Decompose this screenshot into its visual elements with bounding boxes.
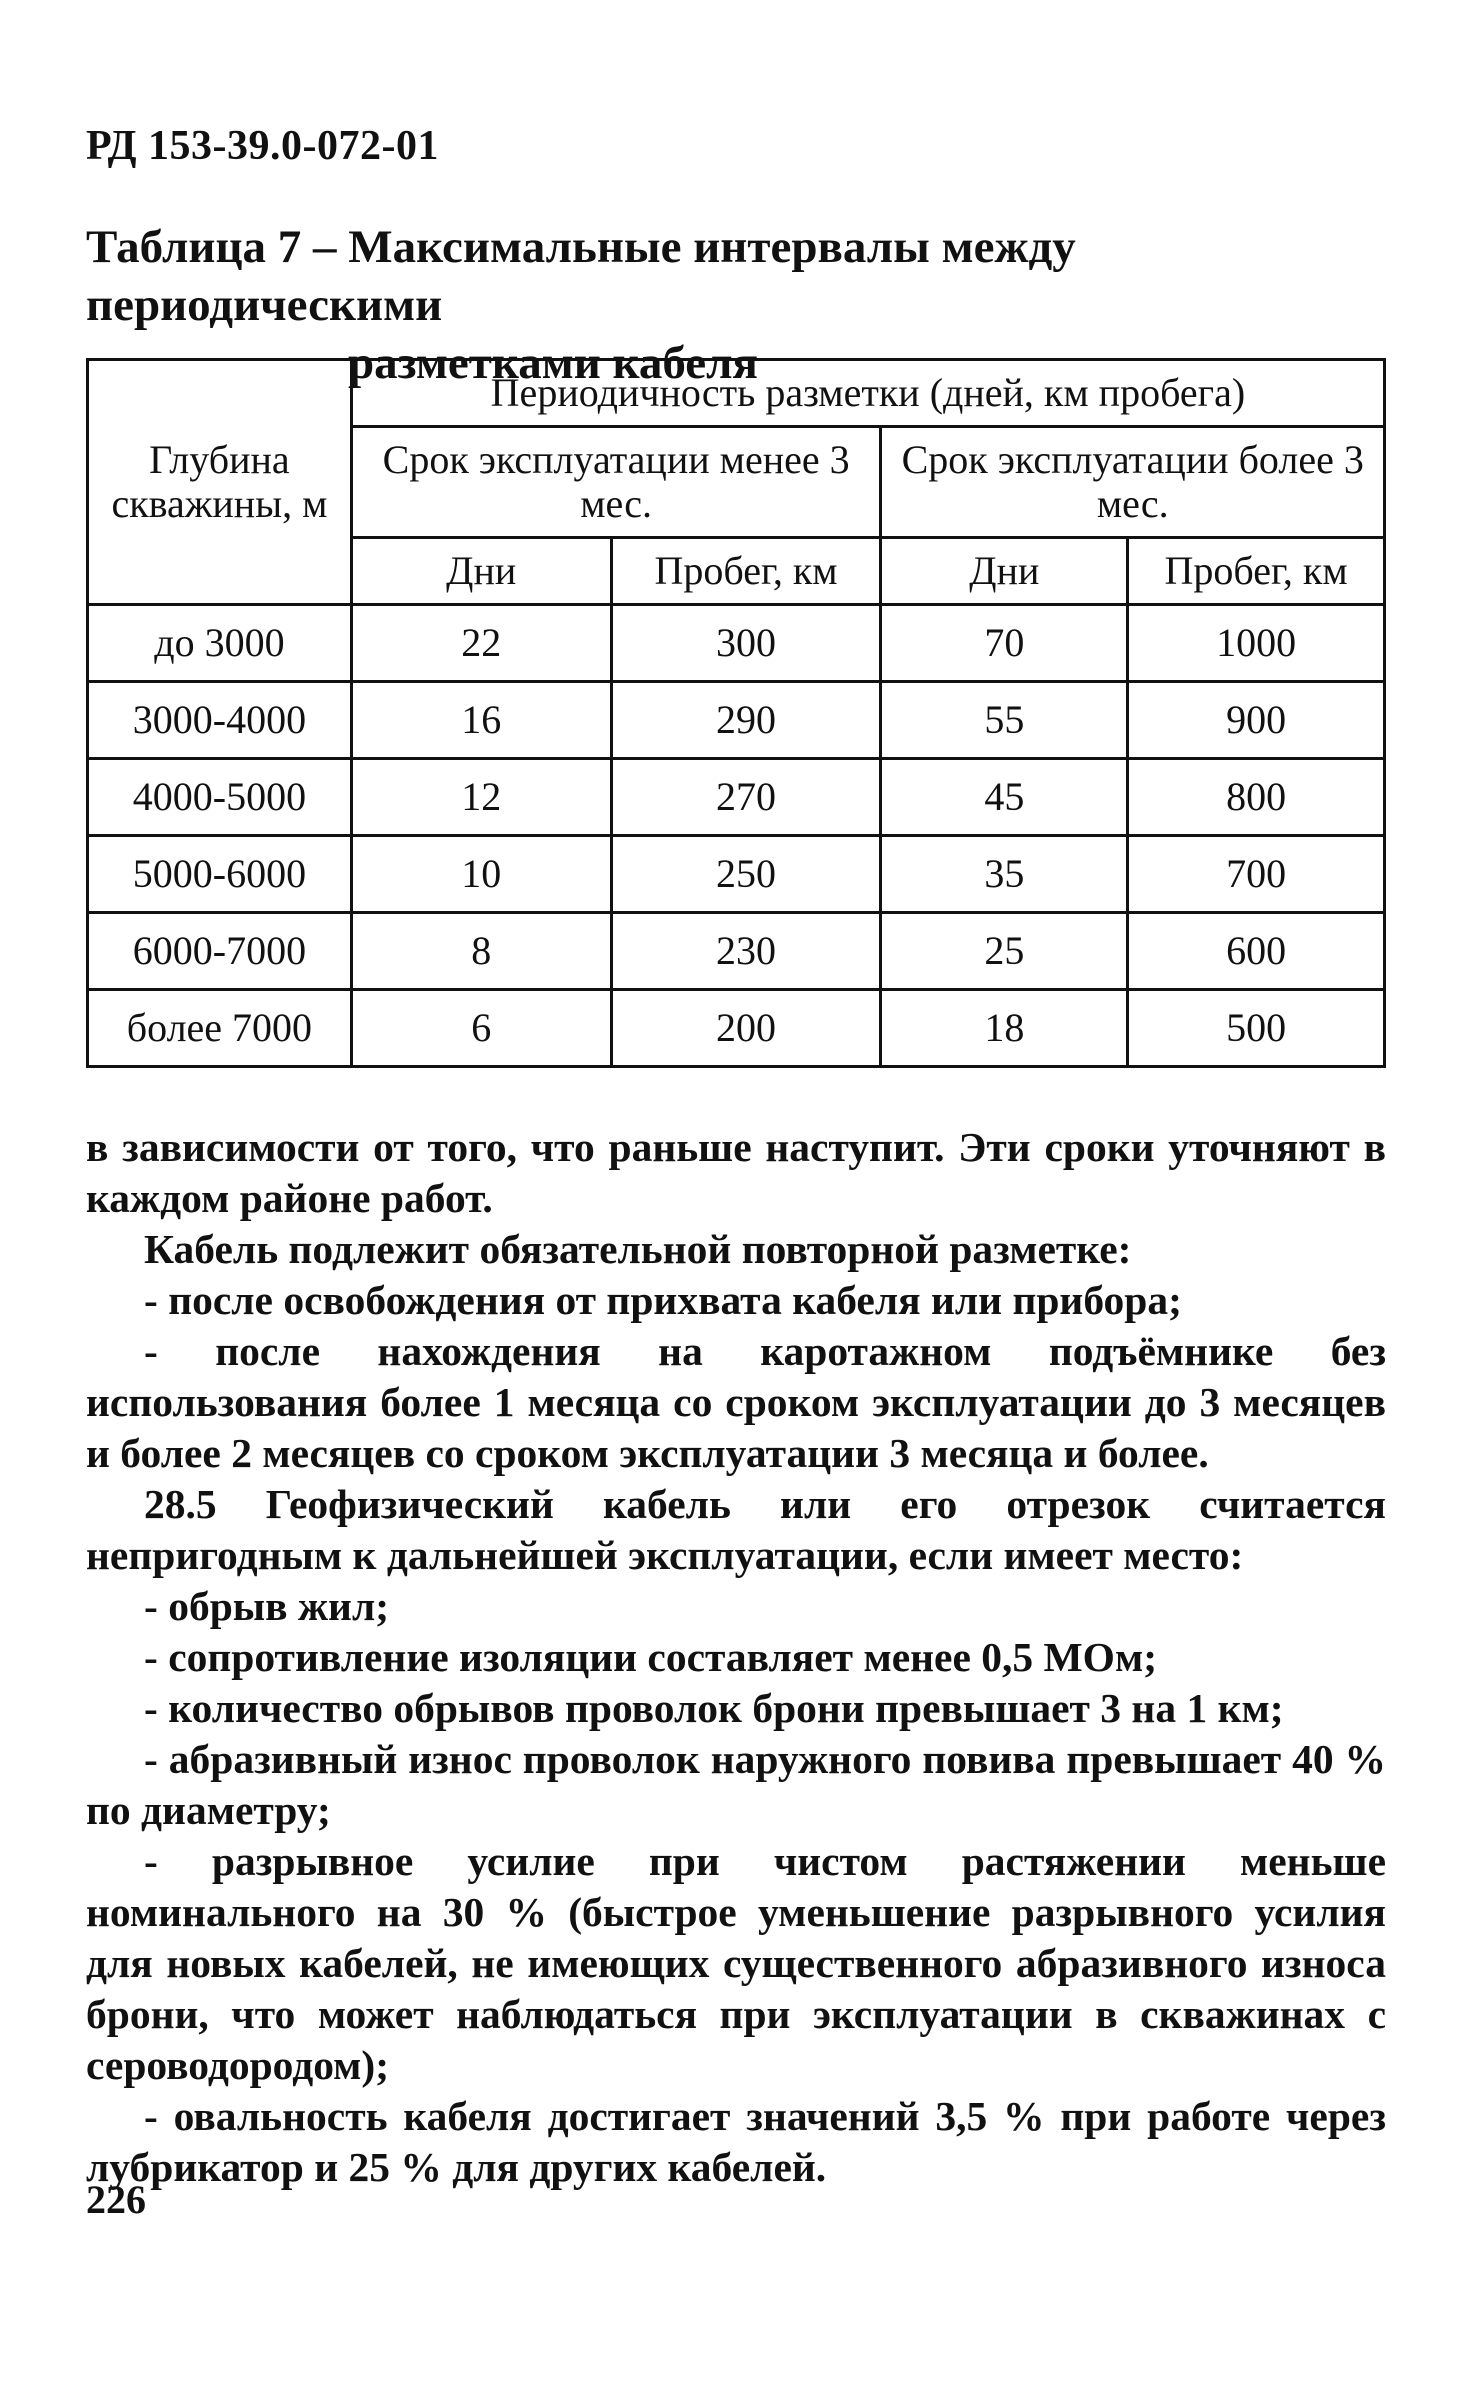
mileage-less-cell: 250	[611, 836, 881, 913]
mileage-less-cell: 230	[611, 913, 881, 990]
body-paragraph: - сопротивление изоляции составляет менее 0,5 МОм;	[144, 1634, 1158, 1680]
body-paragraph: в зависимости от того, что раньше наступит. Эти сроки уточняют в каждом районе работ.	[86, 1124, 1386, 1221]
days-more-cell: 45	[881, 759, 1128, 836]
mileage-more-cell: 600	[1128, 913, 1385, 990]
document-code: РД 153-39.0-072-01	[86, 123, 440, 169]
days-column-header: Дни	[881, 538, 1128, 605]
days-less-cell: 10	[351, 836, 611, 913]
table-row	[88, 990, 1385, 1067]
days-more-cell: 35	[881, 836, 1128, 913]
table-row	[88, 682, 1385, 759]
table-caption-line2: разметками кабеля	[348, 337, 758, 389]
table-row	[88, 836, 1385, 913]
depth-cell: 5000-6000	[88, 836, 352, 913]
mileage-column-header: Пробег, км	[611, 538, 881, 605]
body-paragraph: - абразивный износ проволок наружного повива превышает 40 % по диаметру;	[86, 1736, 1386, 1833]
periodicity-group-header: Периодичность разметки (дней, км пробега)	[351, 360, 1384, 427]
mileage-more-cell: 500	[1128, 990, 1385, 1067]
days-more-cell: 25	[881, 913, 1128, 990]
body-paragraph: Кабель подлежит обязательной повторной разметке:	[144, 1226, 1132, 1272]
mileage-more-cell: 800	[1128, 759, 1385, 836]
mileage-less-cell: 290	[611, 682, 881, 759]
days-less-cell: 6	[351, 990, 611, 1067]
mileage-more-cell: 1000	[1128, 605, 1385, 682]
page-number: 226	[86, 2177, 146, 2222]
body-paragraph: - обрыв жил;	[144, 1583, 390, 1629]
mileage-less-cell: 200	[611, 990, 881, 1067]
body-paragraph: 28.5 Геофизический кабель или его отрезок считается непригодным к дальнейшей эксплуатации, если имеет место:	[86, 1481, 1386, 1578]
depth-column-header: Глубина скважины, м	[88, 360, 352, 605]
body-paragraph: - после освобождения от прихвата кабеля или прибора;	[144, 1277, 1182, 1323]
mileage-less-cell: 270	[611, 759, 881, 836]
mileage-more-cell: 700	[1128, 836, 1385, 913]
days-less-cell: 22	[351, 605, 611, 682]
depth-cell: более 7000	[88, 990, 352, 1067]
body-paragraph: - после нахождения на каротажном подъёмнике без использования более 1 месяца со сроком эксплуатации до 3 месяцев и более 2 месяцев со сроком эксплуатации 3 месяца и более.	[86, 1328, 1386, 1476]
service-more-3-months-header: Срок эксплуатации более 3 мес.	[881, 427, 1385, 538]
table-caption-line1: Таблица 7 – Максимальные интервалы между периодическими	[86, 221, 1076, 331]
depth-cell: 6000-7000	[88, 913, 352, 990]
depth-cell: до 3000	[88, 605, 352, 682]
body-paragraph: - количество обрывов проволок брони превышает 3 на 1 км;	[144, 1685, 1284, 1731]
days-less-cell: 8	[351, 913, 611, 990]
table-row	[88, 913, 1385, 990]
mileage-more-cell: 900	[1128, 682, 1385, 759]
table-row	[88, 605, 1385, 682]
days-less-cell: 16	[351, 682, 611, 759]
body-paragraph: - разрывное усилие при чистом растяжении меньше номинального на 30 % (быстрое уменьшение разрывного усилия для новых кабелей, не имеющих существенного абразивного износа брони, что может наблюдаться при эксплуатации в скважинах с сероводородом);	[86, 1838, 1386, 2088]
days-column-header: Дни	[351, 538, 611, 605]
cable-marking-table	[86, 358, 1386, 1068]
days-more-cell: 18	[881, 990, 1128, 1067]
depth-cell: 3000-4000	[88, 682, 352, 759]
days-more-cell: 70	[881, 605, 1128, 682]
days-more-cell: 55	[881, 682, 1128, 759]
body-paragraph: - овальность кабеля достигает значений 3,5 % при работе через лубрикатор и 25 % для других кабелей.	[86, 2093, 1386, 2190]
mileage-column-header: Пробег, км	[1128, 538, 1385, 605]
depth-cell: 4000-5000	[88, 759, 352, 836]
body-text	[86, 1122, 1386, 2193]
days-less-cell: 12	[351, 759, 611, 836]
table-header-row	[88, 360, 1385, 427]
table-row	[88, 759, 1385, 836]
service-less-3-months-header: Срок эксплуатации менее 3 мес.	[351, 427, 881, 538]
mileage-less-cell: 300	[611, 605, 881, 682]
